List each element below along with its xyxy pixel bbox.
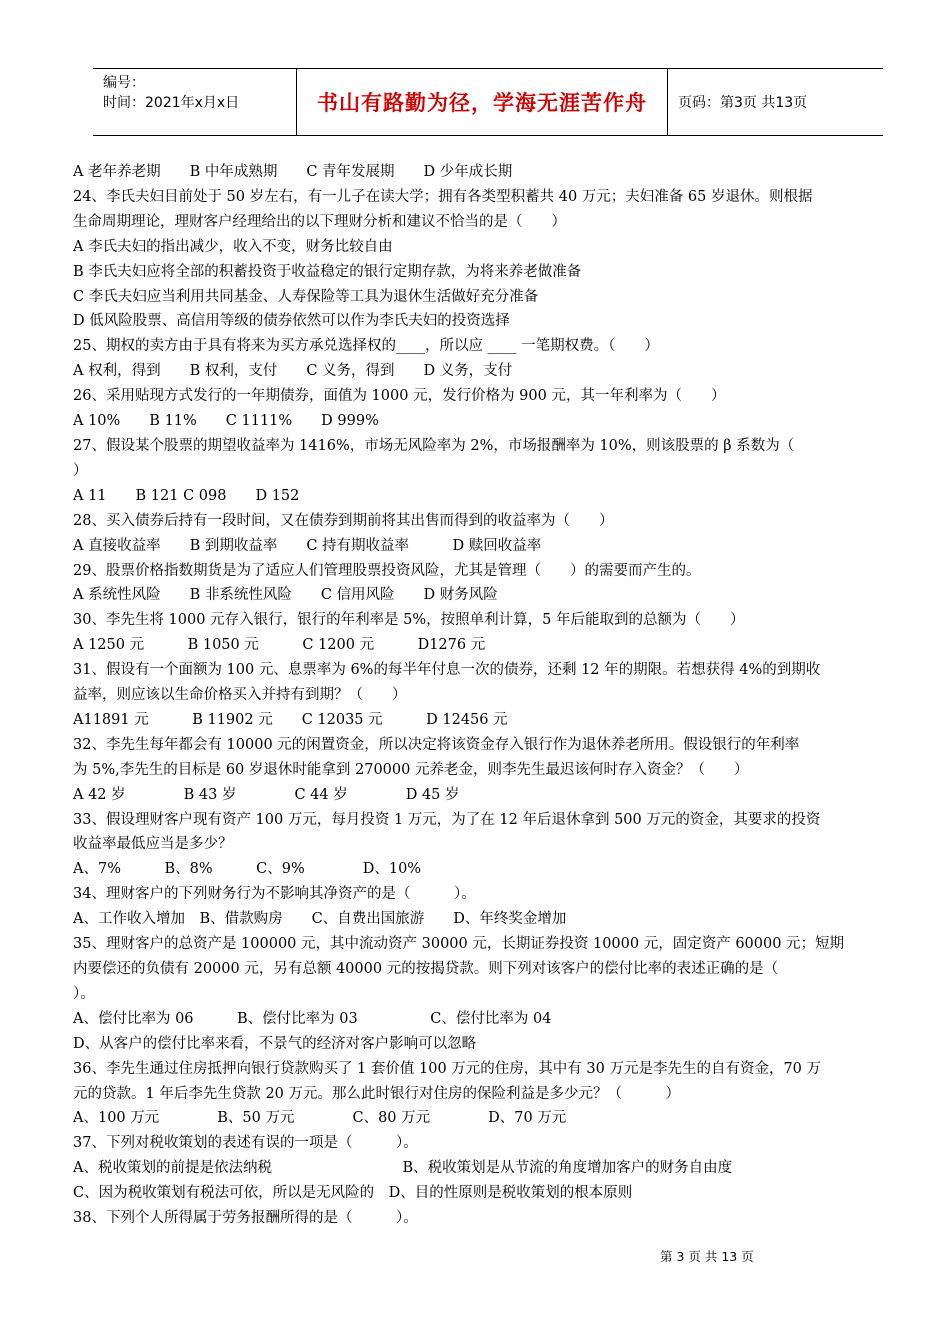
text-line: B 李氏夫妇应将全部的积蓄投资于收益稳定的银行定期存款，为将来养老做准备 [73,263,582,280]
text-line: A、工作收入增加 B、借款购房 C、自费出国旅游 D、年终奖金增加 [73,911,567,928]
text-line: A 权利，得到 B 权利，支付 C 义务，得到 D 义务，支付 [73,363,513,380]
text-line: ） [73,462,88,479]
text-line: 31、假设有一个面额为 100 元、息票率为 6%的每半年付息一次的债券，还剩 12 年的期限。若想获得 4%的到期收 [73,662,821,679]
text-line: A 11 B 121 C 098 D 152 [73,487,300,504]
text-line: 28、买入债券后持有一段时间，又在债券到期前将其出售而得到的收益率为（ ） [73,512,614,529]
text-line: 为 5%,李先生的目标是 60 岁退休时能拿到 270000 元养老金，则李先生最迟该何时存入资金？（ ） [73,761,749,778]
text-line: C、因为税收策划有税法可依，所以是无风险的 D、目的性原则是税收策划的根本原则 [73,1185,633,1202]
text-line: A 李氏夫妇的指出减少，收入不变，财务比较自由 [73,238,393,255]
text-line: 27、假设某个股票的期望收益率为 1416%，市场无风险率为 2%，市场报酬率为 10%，则该股票的 β 系数为（ [73,437,795,454]
time-label: 时间：2021年x月x日 [103,95,240,111]
text-line: 32、李先生每年都会有 10000 元的闲置资金，所以决定将该资金存入银行作为退休养老所用。假设银行的年利率 [73,736,800,753]
text-line: 26、采用贴现方式发行的一年期债券，面值为 1000 元，发行价格为 900 元，其一年利率为（ ） [73,388,726,405]
header-motto: 书山有路勤为径，学海无涯苦作舟 [317,91,647,115]
text-line: 36、李先生通过住房抵押向银行贷款购买了 1 套价值 100 万元的住房，其中有 30 万元是李先生的自有资金，70 万 [73,1060,822,1077]
text-line: A 系统性风险 B 非系统性风险 C 信用风险 D 财务风险 [73,587,498,604]
text-line: 34、理财客户的下列财务行为不影响其净资产的是（ ）。 [73,886,476,903]
text-line: ）。 [73,985,95,1002]
text-line: D、从客户的偿付比率来看，不景气的经济对客户影响可以忽略 [73,1035,477,1052]
text-line: A 42 岁 B 43 岁 C 44 岁 D 45 岁 [73,786,460,803]
text-line: A11891 元 B 11902 元 C 12035 元 D 12456 元 [73,711,508,728]
text-line: A、偿付比率为 06 B、偿付比率为 03 C、偿付比率为 04 [73,1010,552,1027]
header-meta [93,69,296,135]
text-line: A 直接收益率 B 到期收益率 C 持有期收益率 D 赎回收益率 [73,537,542,554]
header-motto-cell [296,69,668,135]
text-line: 35、理财客户的总资产是 100000 元，其中流动资产 30000 元，长期证券投资 10000 元，固定资产 60000 元；短期 [73,936,845,953]
footer-page-number: 第 3 页 共 13 页 [660,1249,754,1264]
text-line: 元的贷款。1 年后李先生贷款 20 万元。那么此时银行对住房的保险利益是多少元？（ ） [73,1085,680,1102]
text-line: 38、下列个人所得属于劳务报酬所得的是（ ）。 [73,1210,418,1227]
text-line: 30、李先生将 1000 元存入银行，银行的年利率是 5%，按照单利计算，5 年后能取到的总额为（ ） [73,612,745,629]
text-line: A、100 万元 B、50 万元 C、80 万元 D、70 万元 [73,1110,567,1127]
text-line: 内要偿还的负债有 20000 元，另有总额 40000 元的按揭贷款。则下列对该客户的偿付比率的表述正确的是（ [73,961,779,977]
page-number-label: 页码：第3页 共13页 [678,95,808,111]
text-line: A 老年养老期 B 中年成熟期 C 青年发展期 D 少年成长期 [73,164,513,180]
text-line: C 李氏夫妇应当利用共同基金、人寿保险等工具为退休生活做好充分准备 [73,288,539,305]
text-line: 生命周期理论，理财客户经理给出的以下理财分析和建议不恰当的是（ ） [73,213,566,230]
text-line: 收益率最低应当是多少？ [73,836,233,853]
text-line: A、税收策划的前提是依法纳税 B、税收策划是从节流的角度增加客户的财务自由度 [73,1160,733,1177]
text-line: A 10% B 11% C 1111% D 999% [73,413,379,430]
text-line: 37、下列对税收策划的表述有误的一项是（ ）。 [73,1135,418,1152]
page-footer [660,1247,754,1265]
page-header [93,68,883,136]
question-body [73,160,907,1231]
code-label: 编号： [103,75,145,91]
text-line: 33、假设理财客户现有资产 100 万元，每月投资 1 万元，为了在 12 年后退休拿到 500 万元的资金，其要求的投资 [73,811,821,828]
header-page-cell [668,69,883,135]
text-line: A 1250 元 B 1050 元 C 1200 元 D1276 元 [73,637,486,654]
text-line: 25、期权的卖方由于具有将来为买方承兑选择权的____，所以应 ____ 一笔期权费。（ ） [73,338,659,355]
text-line: 29、股票价格指数期货是为了适应人们管理股票投资风险，尤其是管理（ ）的需要而产生的。 [73,562,701,579]
text-line: A、7% B、8% C、9% D、10% [73,861,422,878]
text-line: 益率，则应该以生命价格买入并持有到期？（ ） [73,687,407,704]
text-line: 24、李氏夫妇目前处于 50 岁左右，有一儿子在读大学；拥有各类型积蓄共 40 万元；夫妇准备 65 岁退休。则根据 [73,188,813,205]
text-line: D 低风险股票、高信用等级的债券依然可以作为李氏夫妇的投资选择 [73,313,510,330]
